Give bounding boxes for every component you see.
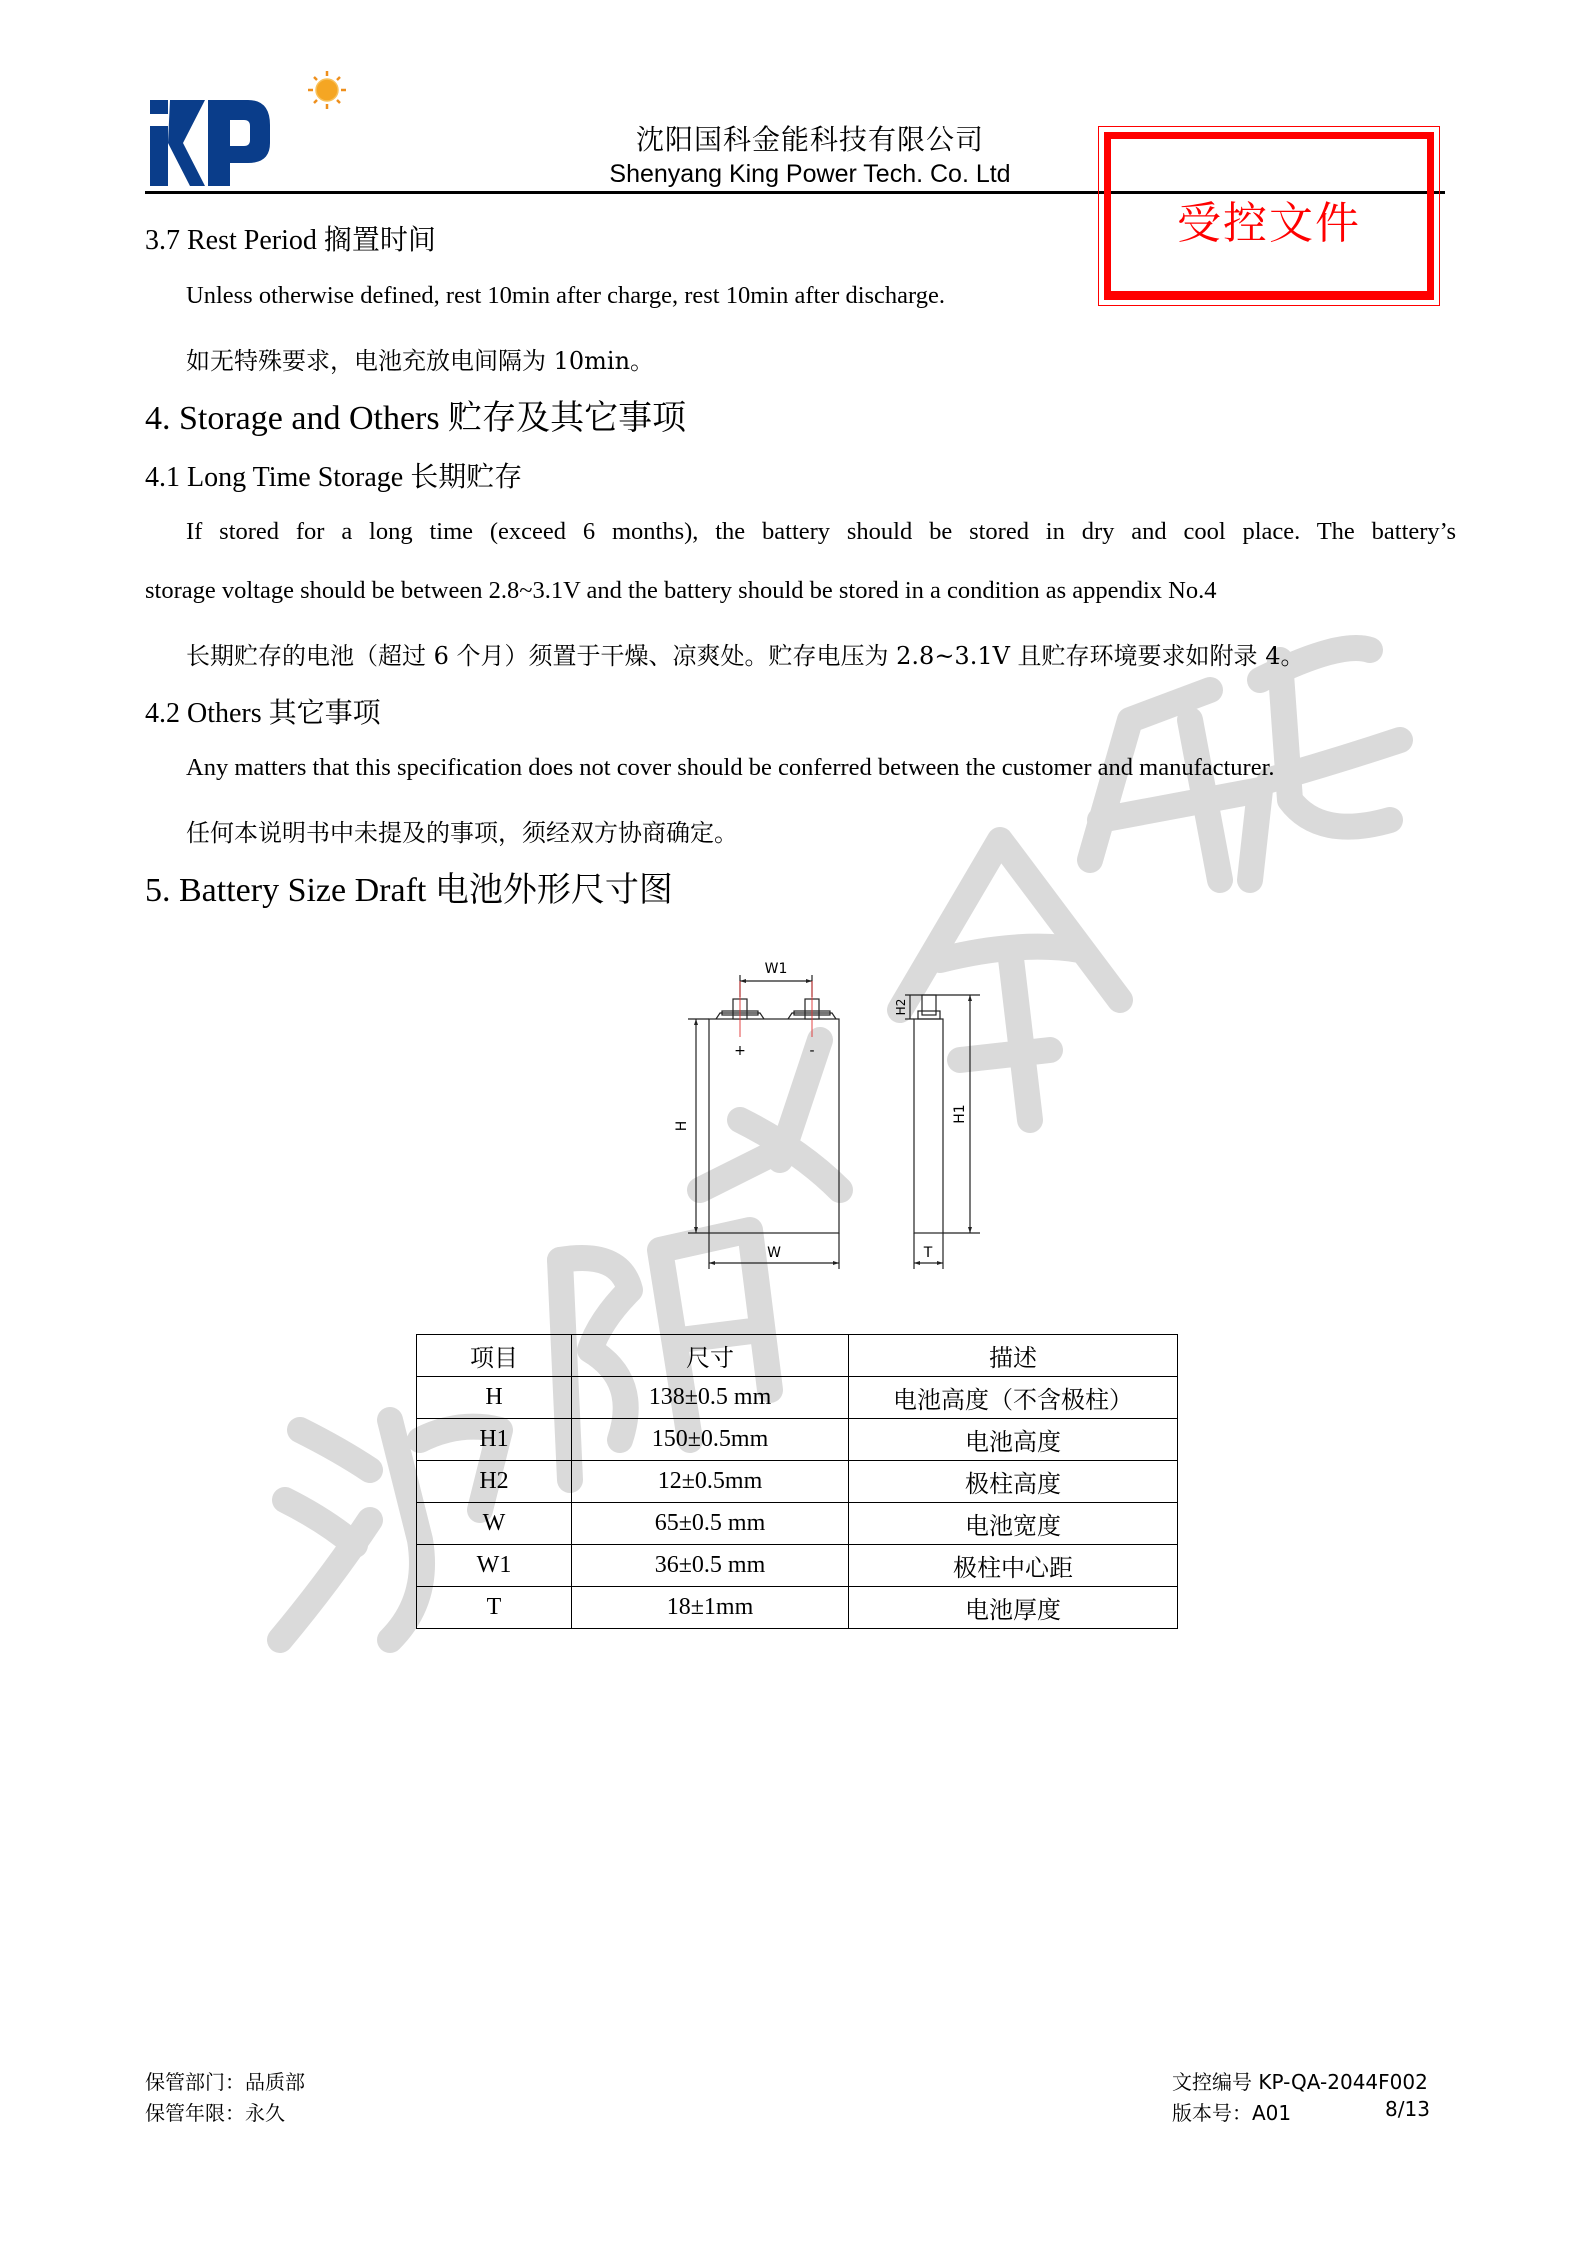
- cell-item: T: [417, 1587, 572, 1629]
- cell-description: 电池厚度: [849, 1587, 1178, 1629]
- header-item: 项目: [417, 1335, 572, 1377]
- label-h2: H2: [894, 998, 908, 1016]
- section-4-1-heading: 4.1 Long Time Storage 长期贮存: [145, 462, 523, 493]
- table-row: [417, 1503, 1178, 1545]
- section-4-1-text-en-line2: storage voltage should be between 2.8~3.1V and the battery should be stored in a condition as appendix No.4: [145, 577, 1217, 604]
- section-4-1-text-cn: 长期贮存的电池（超过 6 个月）须置于干燥、凉爽处。贮存电压为 2.8~3.1V 且贮存环境要求如附录 4。: [186, 642, 1305, 670]
- footer-document-number: 文控编号 KP-QA-2044F002: [1172, 2070, 1428, 2094]
- cell-size: 18±1mm: [572, 1587, 849, 1629]
- section-3-7-text-en: Unless otherwise defined, rest 10min after charge, rest 10min after discharge.: [186, 282, 946, 309]
- footer-page-number: 8/13: [1385, 2097, 1430, 2121]
- cell-item: H2: [417, 1461, 572, 1503]
- table-row: [417, 1419, 1178, 1461]
- cell-item: H1: [417, 1419, 572, 1461]
- cell-description: 极柱中心距: [849, 1545, 1178, 1587]
- label-minus: -: [809, 1043, 815, 1059]
- cell-description: 电池高度: [849, 1419, 1178, 1461]
- section-4-2-heading: 4.2 Others 其它事项: [145, 698, 381, 729]
- header-size: 尺寸: [572, 1335, 849, 1377]
- section-3-7-text-cn: 如无特殊要求，电池充放电间隔为 10min。: [186, 347, 655, 375]
- table-row: [417, 1377, 1178, 1419]
- table-row: [417, 1545, 1178, 1587]
- cell-description: 极柱高度: [849, 1461, 1178, 1503]
- label-plus: +: [734, 1043, 746, 1059]
- section-4-1-text-en-line1: If stored for a long time (exceed 6 months), the battery should be stored in dry and cool place. The battery’s: [186, 518, 1456, 545]
- cell-item: W1: [417, 1545, 572, 1587]
- label-t: T: [923, 1245, 933, 1261]
- stamp-text: 受控文件: [1177, 198, 1361, 249]
- label-h: H: [674, 1120, 690, 1132]
- battery-size-drawing: [640, 945, 980, 1280]
- cell-item: H: [417, 1377, 572, 1419]
- table-row: [417, 1587, 1178, 1629]
- section-4-2-text-en: Any matters that this specification does not cover should be conferred between the customer and manufacturer.: [186, 754, 1275, 781]
- kp-letters: [150, 100, 270, 186]
- cell-size: 12±0.5mm: [572, 1461, 849, 1503]
- battery-side-body: [914, 1019, 943, 1233]
- cell-size: 65±0.5 mm: [572, 1503, 849, 1545]
- label-w1: W1: [764, 961, 788, 977]
- table-header-row: [417, 1335, 1178, 1377]
- cell-size: 36±0.5 mm: [572, 1545, 849, 1587]
- label-w: W: [767, 1245, 781, 1261]
- company-logo: [150, 68, 350, 188]
- cell-size: 150±0.5mm: [572, 1419, 849, 1461]
- cell-size: 138±0.5 mm: [572, 1377, 849, 1419]
- section-4-heading: 4. Storage and Others 贮存及其它事项: [145, 400, 687, 437]
- cell-description: 电池高度（不含极柱）: [849, 1377, 1178, 1419]
- footer-department: 保管部门：品质部: [145, 2070, 305, 2094]
- controlled-document-stamp: [1098, 126, 1440, 306]
- footer-version: 版本号：A01: [1172, 2101, 1292, 2125]
- sun-icon: [308, 71, 346, 109]
- section-4-2-text-cn: 任何本说明书中未提及的事项，须经双方协商确定。: [186, 819, 738, 847]
- table-row: [417, 1461, 1178, 1503]
- company-name-cn: 沈阳国科金能科技有限公司: [635, 123, 984, 156]
- dimension-table: [416, 1334, 1178, 1629]
- header-description: 描述: [849, 1335, 1178, 1377]
- cell-description: 电池宽度: [849, 1503, 1178, 1545]
- battery-front-body: [709, 1019, 839, 1233]
- cell-item: W: [417, 1503, 572, 1545]
- label-h1: H1: [952, 1104, 968, 1124]
- company-name-en: Shenyang King Power Tech. Co. Ltd: [609, 160, 1011, 188]
- section-3-7-heading: 3.7 Rest Period 搁置时间: [145, 225, 436, 256]
- section-5-heading: 5. Battery Size Draft 电池外形尺寸图: [145, 872, 673, 909]
- footer-retention-period: 保管年限：永久: [145, 2101, 285, 2125]
